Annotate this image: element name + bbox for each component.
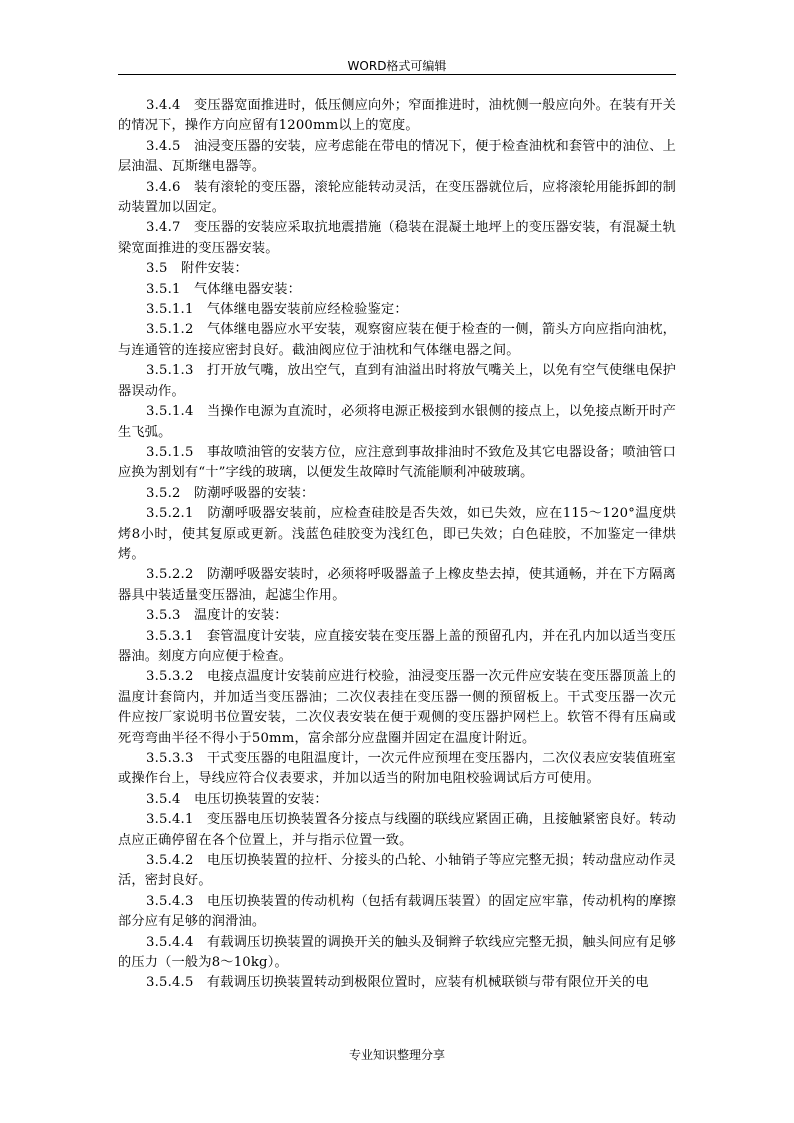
paragraph-3-4-7: 3.4.7 变压器的安装应采取抗地震措施（稳装在混凝土地坪上的变压器安装，有混凝土轨梁宽面推进的变压器安装。 [118,220,676,256]
paragraph-3-4-5: 3.4.5 油浸变压器的安装，应考虑能在带电的情况下，便于检查油枕和套管中的油位、上层油温、瓦斯继电器等。 [118,138,676,175]
section-heading-3-5-1: 3.5.1 气体继电器安装： [146,281,302,297]
page-footer: 专业知识整理分享 [348,1048,445,1062]
paragraph-3-5-1-1: 3.5.1.1 气体继电器安装前应经检验鉴定： [146,302,408,318]
paragraph-3-5-4-5: 3.5.4.5 有载调压切换装置转动到极限位置时，应装有机械联锁与带有限位开关的电 [146,975,649,991]
paragraph-3-5-3-2: 3.5.3.2 电接点温度计安装前应进行校验，油浸变压器一次元件应安装在变压器顶盖上的温度计套筒内，并加适当变压器油；二次仪表挂在变压器一侧的预留板上。干式变压器一次元件应按厂家说明书位置安装，二次仪表安装在便于观侧的变压器护网栏上。软管不得有压扁或死弯弯曲半径不得小于50mm，富余部分应盘圈并固定在温度计附近。 [118,669,676,746]
paragraph-3-4-6: 3.4.6 装有滚轮的变压器，滚轮应能转动灵活，在变压器就位后，应将滚轮用能拆卸的制动装置加以固定。 [118,179,676,216]
header-divider [118,74,676,75]
paragraph-3-5-4-1: 3.5.4.1 变压器电压切换装置各分接点与线圈的联线应紧固正确，且接触紧密良好。转动点应正确停留在各个位置上，并与指示位置一致。 [118,812,676,848]
paragraph-3-5-4-2: 3.5.4.2 电压切换装置的拉杆、分接头的凸轮、小轴销子等应完整无损；转动盘应动作灵活，密封良好。 [118,853,676,889]
section-heading-3-5-4: 3.5.4 电压切换装置的安装： [146,791,328,807]
paragraph-3-5-1-2: 3.5.1.2 气体继电器应水平安装，观察窗应装在便于检查的一侧，箭头方向应指向油枕，与连通管的连接应密封良好。截油阀应位于油枕和气体继电器之间。 [118,322,676,358]
paragraph-3-5-2-2: 3.5.2.2 防潮呼吸器安装时，必须将呼吸器盖子上橡皮垫去掉，使其通畅，并在下方隔离器具中装适量变压器油，起滤尘作用。 [118,567,676,603]
paragraph-3-5-1-4: 3.5.1.4 当操作电源为直流时，必须将电源正极接到水银侧的接点上，以免接点断开时产生飞弧。 [118,404,676,440]
section-heading-3-5-3: 3.5.3 温度计的安装： [146,608,288,624]
section-heading-3-5-2: 3.5.2 防潮呼吸器的安装： [146,485,315,501]
paragraph-3-5-1-5: 3.5.1.5 事故喷油管的安装方位，应注意到事故排油时不致危及其它电器设备；喷油管口应换为割划有“十”字线的玻璃，以便发生故障时气流能顺利冲破玻璃。 [118,444,676,481]
document-body [118,96,676,994]
paragraph-3-5-1-3: 3.5.1.3 打开放气嘴，放出空气，直到有油溢出时将放气嘴关上，以免有空气使继电保护器误动作。 [118,363,676,399]
paragraph-3-5-3-3: 3.5.3.3 干式变压器的电阻温度计，一次元件应预埋在变压器内，二次仪表应安装值班室或操作台上，导线应符合仪表要求，并加以适当的附加电阻校验调试后方可使用。 [118,751,676,787]
paragraph-3-5-4-3: 3.5.4.3 电压切换装置的传动机构（包括有载调压装置）的固定应牢靠，传动机构的摩擦部分应有足够的润滑油。 [118,893,676,930]
paragraph-3-5-4-4: 3.5.4.4 有载调压切换装置的调换开关的触头及铜辫子软线应完整无损，触头间应有足够的压力（一般为8～10kg）。 [118,934,676,971]
section-heading-3-5: 3.5 附件安装： [146,261,248,277]
paragraph-3-5-3-1: 3.5.3.1 套管温度计安装，应直接安装在变压器上盖的预留孔内，并在孔内加以适当变压器油。刻度方向应便于检查。 [118,628,676,664]
page-header: WORD格式可编辑 [347,59,447,73]
paragraph-3-5-2-1: 3.5.2.1 防潮呼吸器安装前，应检查硅胶是否失效，如已失效，应在115～120°温度烘烤8小时，使其复原或更新。浅蓝色硅胶变为浅红色，即已失效；白色硅胶，不加鉴定一律烘烤。 [118,506,676,562]
paragraph-3-4-4: 3.4.4 变压器宽面推进时，低压侧应向外；窄面推进时，油枕侧一般应向外。在装有开关的情况下，操作方向应留有1200mm以上的宽度。 [118,98,676,134]
